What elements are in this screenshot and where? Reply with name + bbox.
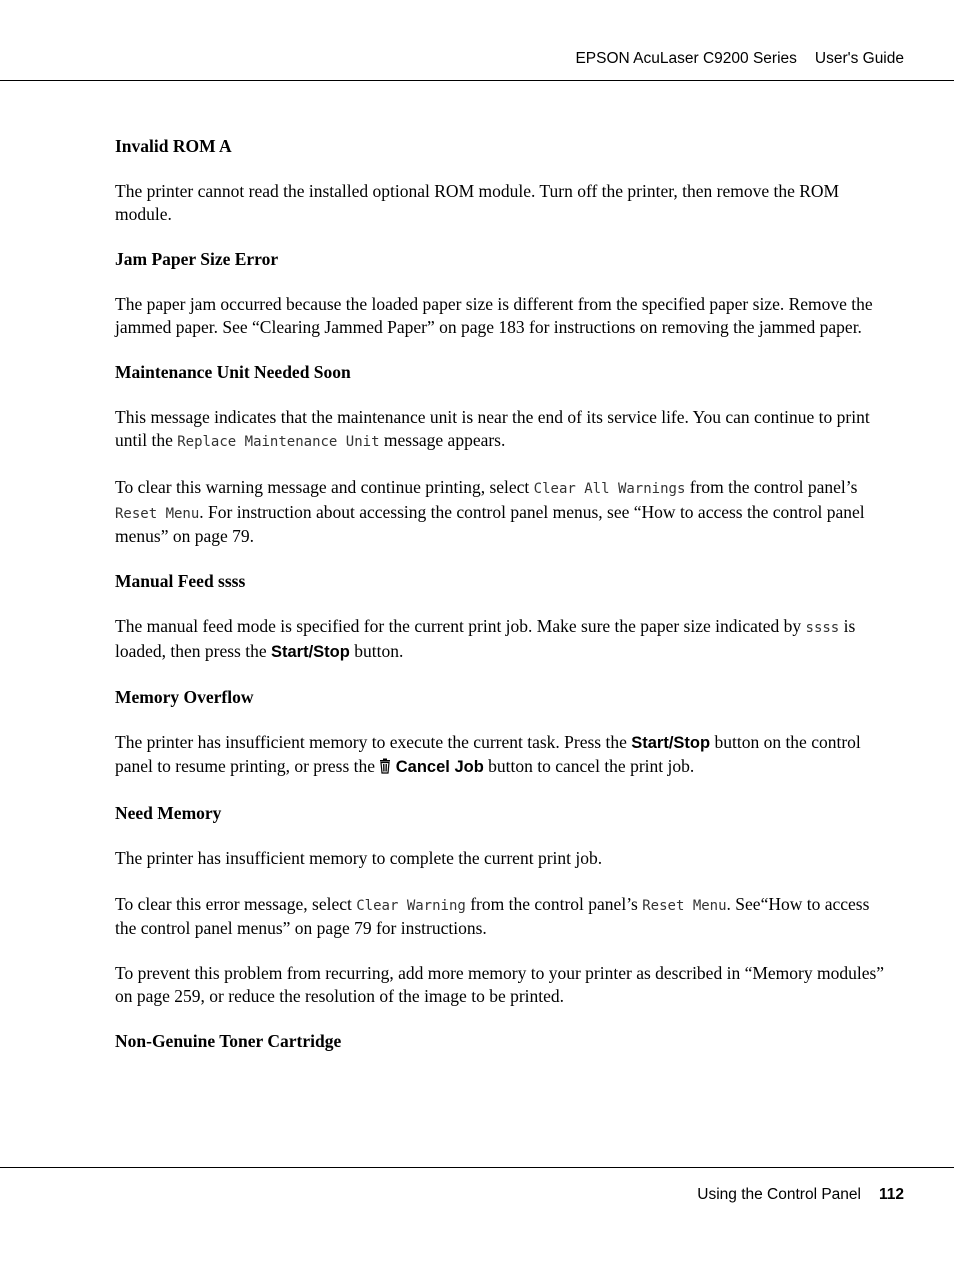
panel-message: Clear Warning xyxy=(356,897,466,914)
panel-message: ssss xyxy=(805,620,840,637)
button-name: Start/Stop xyxy=(271,643,350,662)
paragraph: To clear this warning message and continue printing, select Clear All Warnings from the control panel’s Reset Menu. For instruction about accessing the control panel menus, see “How to access the control panel menus” on page 79. xyxy=(115,476,865,547)
button-name: Start/Stop xyxy=(631,734,711,753)
paragraph: This message indicates that the maintenance unit is near the end of its service life. You can continue to print until the Replace Maintenance Unit message appears. xyxy=(115,407,870,450)
footer-section: Using the Control Panel xyxy=(697,1186,861,1203)
heading-maintenance: Maintenance Unit Needed Soon xyxy=(115,361,351,382)
panel-message: Clear All Warnings xyxy=(533,480,686,497)
heading-non-genuine-toner: Non-Genuine Toner Cartridge xyxy=(115,1031,342,1052)
footer-rule xyxy=(0,1167,954,1168)
button-name: Cancel Job xyxy=(395,758,484,777)
page-number: 112 xyxy=(878,1186,904,1203)
paragraph: To clear this error message, select Clear Warning from the control panel’s Reset Menu. See“How to access the control panel menus” on page 79 for instructions. xyxy=(115,893,870,939)
heading-invalid-rom: Invalid ROM A xyxy=(115,136,232,156)
heading-memory-overflow: Memory Overflow xyxy=(115,687,254,708)
heading-manual-feed: Manual Feed ssss xyxy=(115,571,246,592)
trash-icon xyxy=(379,757,391,780)
running-header xyxy=(575,50,904,68)
paragraph: The printer has insufficient memory to execute the current task. Press the Start/Stop button on the control panel to resume printing, or press the Cancel Job button to cancel the print job. xyxy=(115,731,885,779)
header-product: EPSON AcuLaser C9200 Series xyxy=(575,50,797,67)
header-rule xyxy=(0,80,954,81)
page-content xyxy=(115,135,885,1075)
panel-message: Replace Maintenance Unit xyxy=(177,433,380,450)
paragraph: The paper jam occurred because the loaded paper size is different from the specified paper size. Remove the jammed paper. See “Clearing Jammed Paper” on page 183 for instructions on removing the jammed paper. xyxy=(115,294,873,337)
heading-need-memory: Need Memory xyxy=(115,803,222,824)
paragraph: The printer cannot read the installed optional ROM module. Turn off the printer, then remove the ROM module. xyxy=(115,181,840,224)
heading-jam-paper: Jam Paper Size Error xyxy=(115,248,279,269)
panel-menu: Reset Menu xyxy=(642,897,727,914)
paragraph: To prevent this problem from recurring, add more memory to your printer as described in “Memory modules” on page 259, or reduce the resolution of the image to be printed. xyxy=(115,963,885,1006)
panel-menu: Reset Menu xyxy=(115,505,200,522)
paragraph: The manual feed mode is specified for the current print job. Make sure the paper size indicated by ssss is loaded, then press the Start/Stop button. xyxy=(115,616,856,662)
running-footer xyxy=(697,1186,904,1204)
header-guide: User's Guide xyxy=(814,50,904,67)
paragraph: The printer has insufficient memory to complete the current print job. xyxy=(115,848,603,869)
